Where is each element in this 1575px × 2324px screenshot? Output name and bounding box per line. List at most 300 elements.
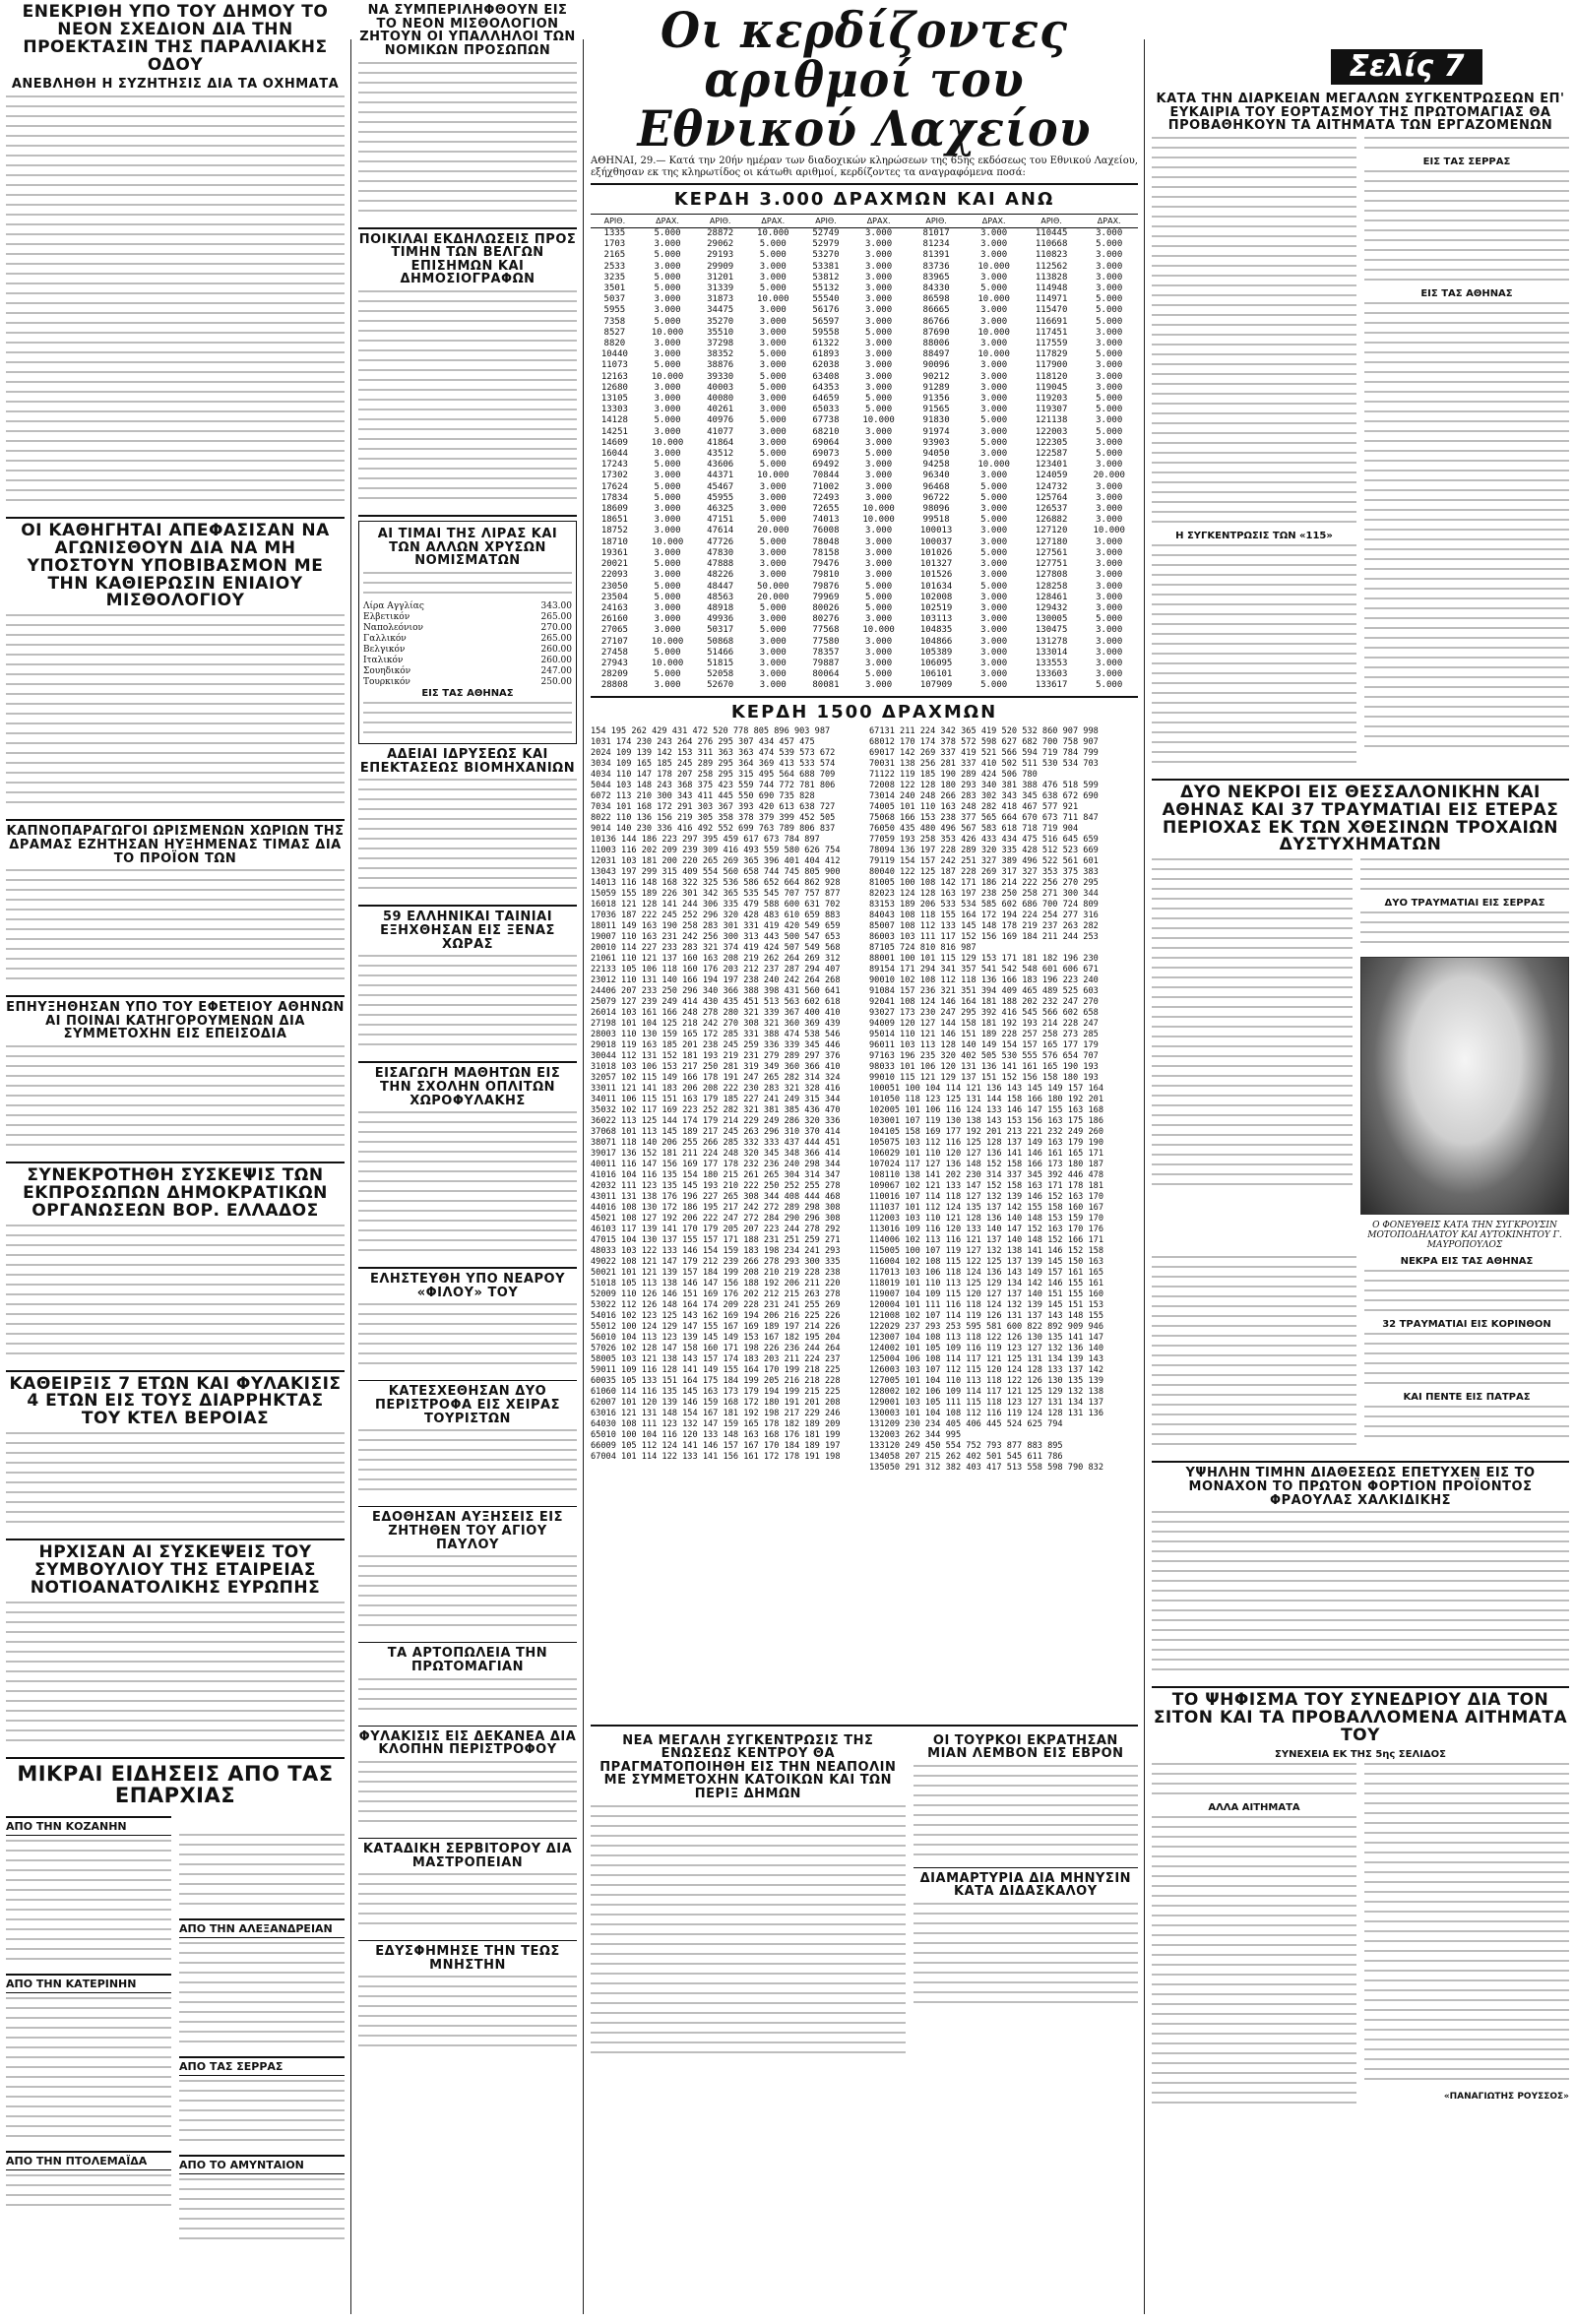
prize-cell: 18651 — [600, 515, 628, 526]
prize-cell: 5.000 — [865, 327, 893, 338]
prize-cell: 78048 — [812, 536, 840, 547]
section-label: ΝΕΚΡΑ ΕΙΣ ΤΑΣ ΑΘΗΝΑΣ — [1400, 1256, 1534, 1268]
prize-cell: 81234 — [922, 239, 950, 250]
prize-cell: 96722 — [922, 492, 950, 503]
prize-cell: 3.000 — [980, 471, 1008, 481]
prize-row — [591, 614, 1138, 625]
prize-cell: 5.000 — [759, 371, 787, 382]
prize-cell: 3.000 — [654, 239, 681, 250]
prize-row — [591, 262, 1138, 273]
article-body — [591, 1805, 906, 2061]
section-katerini: ΑΠΟ ΤΗΝ ΚΑΤΕΡΙΝΗΝ — [6, 1974, 171, 1993]
prize-cell: 20.000 — [757, 592, 789, 602]
heading-1500: ΚΕΡΔΗ 1500 ΔΡΑΧΜΩΝ — [730, 701, 998, 722]
prize-cell: 5.000 — [759, 349, 787, 360]
number-row: 86003 103 111 117 152 156 169 184 211 244 253 — [869, 931, 1099, 942]
number-row: 70031 138 256 281 337 410 502 511 530 534 703 — [869, 758, 1099, 769]
prize-cell: 81391 — [922, 250, 950, 261]
prize-row — [591, 493, 1138, 504]
article-bakeries — [358, 1647, 577, 1717]
coin-name: Σουηδικόν — [363, 666, 411, 677]
headline: ΜΙΚΡΑΙ ΕΙΔΗΣΕΙΣ ΑΠΟ ΤΑΣ ΕΠΑΡΧΙΑΣ — [17, 1761, 334, 1807]
number-row: 4034 110 147 178 207 258 295 315 495 564 688 709 — [591, 769, 836, 780]
prize-cell: 3.000 — [654, 382, 681, 393]
headline: ΥΨΗΛΗΝ ΤΙΜΗΝ ΔΙΑΘΕΣΕΩΣ ΕΠΕΤΥΧΕΝ ΕΙΣ ΤΟ ΜΟΝΑΧΟΝ ΤΟ ΠΡΩΤΟΝ ΦΟΡΤΙΟΝ ΠΡΟΪΟΝΤΟΣ ΦΡΑΟΥΛΑΣ ΧΑΛΚΙΔΙΚΗΣ — [1185, 1466, 1536, 1508]
number-row: 8022 110 136 156 219 305 358 378 379 399 452 505 — [591, 812, 836, 823]
prize-cell: 5.000 — [865, 405, 893, 415]
number-row: 46103 117 139 141 170 179 205 207 223 244 278 292 — [591, 1224, 841, 1234]
prize-cell: 3.000 — [759, 426, 787, 437]
prize-cell: 53812 — [812, 272, 840, 283]
article-teachers — [6, 523, 345, 811]
prize-cell: 3.000 — [980, 316, 1008, 327]
prize-cell: 83965 — [922, 272, 950, 283]
prize-cell: 104835 — [919, 625, 953, 636]
prize-cell: 3.000 — [1096, 592, 1123, 602]
prize-cell: 3.000 — [654, 261, 681, 272]
prize-cell: 3.000 — [1096, 250, 1123, 261]
number-row: 114006 102 113 116 121 137 140 148 152 166 171 — [869, 1234, 1103, 1245]
article-robbery — [358, 1273, 577, 1372]
prize-cell: 3.000 — [865, 636, 893, 647]
prize-cell: 3.000 — [1096, 581, 1123, 592]
prize-cell: 86766 — [922, 316, 950, 327]
prize-cell: 114971 — [1035, 294, 1068, 305]
prize-cell: 5.000 — [980, 283, 1008, 294]
prize-cell: 5.000 — [759, 250, 787, 261]
prize-cell: 3.000 — [865, 283, 893, 294]
article-body — [1364, 170, 1569, 288]
prize-cell: 78158 — [812, 547, 840, 558]
number-row: 36022 113 125 144 174 179 214 229 249 286 320 336 — [591, 1115, 841, 1126]
author-signature: «ΠΑΝΑΓΙΩΤΗΣ ΡΟΥΣΣΟΣ» — [1443, 2091, 1569, 2102]
prize-cell: 127751 — [1035, 559, 1068, 570]
number-row: 33011 121 141 183 206 208 222 230 283 321 328 416 — [591, 1083, 841, 1094]
prize-cell: 52058 — [707, 669, 734, 680]
lottery-section — [585, 0, 1144, 2324]
number-row: 116004 102 108 115 122 125 137 139 145 150 163 — [869, 1256, 1103, 1267]
prize-cell: 133617 — [1035, 680, 1068, 691]
prize-cell: 3.000 — [654, 394, 681, 405]
prize-cell: 65033 — [812, 405, 840, 415]
prize-cell: 3.000 — [865, 526, 893, 536]
prize-cell: 17302 — [600, 471, 628, 481]
prize-row — [591, 504, 1138, 515]
headline: ΤΑ ΑΡΤΟΠΩΛΕΙΑ ΤΗΝ ΠΡΩΤΟΜΑΓΙΑΝ — [387, 1646, 548, 1674]
prize-cell: 94258 — [922, 460, 950, 471]
prize-cell: 44371 — [707, 471, 734, 481]
prize-cell: 22093 — [600, 570, 628, 581]
prize-cell: 52749 — [812, 228, 840, 238]
prize-cell: 40976 — [707, 415, 734, 426]
prize-cell: 3.000 — [865, 261, 893, 272]
article-body — [6, 1602, 345, 1749]
prize-cell: 55540 — [812, 294, 840, 305]
prize-row — [591, 570, 1138, 581]
prize-row — [591, 427, 1138, 438]
prize-cell: 5.000 — [980, 492, 1008, 503]
prize-cell: 5.000 — [654, 581, 681, 592]
number-row: 119007 104 109 115 120 127 137 140 151 155 160 — [869, 1288, 1103, 1299]
article-body — [358, 1976, 577, 2054]
prize-cell: 26160 — [600, 614, 628, 625]
number-row: 132003 262 344 995 — [869, 1429, 962, 1440]
number-row: 88001 100 101 115 129 153 171 181 182 196 230 — [869, 953, 1099, 964]
prize-cell: 69073 — [812, 449, 840, 460]
prize-cell: 1335 — [603, 228, 626, 238]
headline: ΔΥΟ ΝΕΚΡΟΙ ΕΙΣ ΘΕΣΣΑΛΟΝΙΚΗΝ ΚΑΙ ΑΘΗΝΑΣ ΚΑΙ 37 ΤΡΑΥΜΑΤΙΑΙ ΕΙΣ ΕΤΕΡΑΣ ΠΕΡΙΟΧΑΣ ΕΚ ΤΩΝ ΧΘΕΣΙΝΩΝ ΤΡΟΧΑΙΩΝ ΔΥΣΤΥΧΗΜΑΤΩΝ — [1162, 782, 1559, 855]
prize-cell: 102519 — [919, 602, 953, 613]
price-row — [363, 634, 572, 645]
prize-cell: 39330 — [707, 371, 734, 382]
prize-cell: 3.000 — [980, 647, 1008, 658]
prize-row — [591, 625, 1138, 636]
prize-cell: 3.000 — [980, 625, 1008, 636]
prize-cell: 3.000 — [759, 547, 787, 558]
article-body — [358, 1429, 577, 1498]
article-industry-permits — [358, 748, 577, 897]
headline: ΕΙΣΑΓΩΓΗ ΜΑΘΗΤΩΝ ΕΙΣ ΤΗΝ ΣΧΟΛΗΝ ΟΠΛΙΤΩΝ ΧΩΡΟΦΥΛΑΚΗΣ — [374, 1066, 561, 1108]
article-revolvers — [358, 1385, 577, 1498]
prize-row — [591, 349, 1138, 360]
prize-cell: 3.000 — [654, 602, 681, 613]
prize-cell: 27458 — [600, 647, 628, 658]
prize-cell: 35510 — [707, 327, 734, 338]
prize-cell: 5.000 — [759, 460, 787, 471]
prize-cell: 5.000 — [980, 515, 1008, 526]
prize-cell: 5955 — [603, 305, 626, 316]
prize-cell: 5.000 — [654, 316, 681, 327]
prize-cell: 5.000 — [759, 239, 787, 250]
prize-cell: 11073 — [600, 360, 628, 371]
prize-row — [591, 680, 1138, 691]
prize-cell: 10.000 — [862, 625, 895, 636]
coin-price: 250.00 — [540, 677, 572, 688]
prize-cell: 3.000 — [1096, 547, 1123, 558]
prize-cell: 3.000 — [759, 492, 787, 503]
prize-cell: 79876 — [812, 581, 840, 592]
number-row: 107024 117 127 136 148 152 158 166 173 180 187 — [869, 1159, 1103, 1169]
prize-cell: 5.000 — [980, 547, 1008, 558]
prize-row — [591, 328, 1138, 339]
number-row: 106029 101 110 120 127 136 141 146 161 165 171 — [869, 1148, 1103, 1159]
article-body — [914, 1903, 1138, 2011]
prize-table-header: ΔΡΑΧ. — [1080, 215, 1138, 228]
prize-cell: 47614 — [707, 526, 734, 536]
prize-cell: 3.000 — [980, 305, 1008, 316]
number-row: 9014 140 230 336 416 492 552 699 763 789 806 837 — [591, 823, 836, 834]
number-row: 1031 174 230 243 264 276 295 307 434 457 475 — [591, 736, 815, 747]
article-waiter — [358, 1843, 577, 1932]
article-body — [358, 1111, 577, 1259]
number-row: 3034 109 165 185 245 289 295 364 369 413 533 574 — [591, 758, 836, 769]
section-label: ΕΙΣ ΤΑΣ ΣΕΡΡΑΣ — [1422, 156, 1511, 167]
coin-price: 260.00 — [540, 645, 572, 656]
prize-cell: 47888 — [707, 559, 734, 570]
article-body — [179, 1834, 345, 1913]
number-row: 85007 108 112 133 145 148 178 219 237 263 282 — [869, 920, 1099, 931]
prize-cell: 83736 — [922, 261, 950, 272]
prize-cell: 5.000 — [1096, 394, 1123, 405]
prize-cell: 91830 — [922, 415, 950, 426]
number-row: 110016 107 114 118 127 132 139 146 152 163 170 — [869, 1191, 1103, 1202]
coin-price: 265.00 — [540, 612, 572, 623]
section-ptolemaida: ΑΠΟ ΤΗΝ ΠΤΟΛΕΜΑΪΔΑ — [6, 2151, 171, 2170]
number-row: 13043 197 299 315 409 554 560 658 744 745 805 900 — [591, 866, 841, 877]
prize-cell: 3.000 — [1096, 504, 1123, 515]
prize-table-header: ΑΡΙΘ. — [591, 215, 639, 228]
prize-cell: 3.000 — [865, 250, 893, 261]
headline: ΚΑΤΕΣΧΕΘΗΣΑΝ ΔΥΟ ΠΕΡΙΣΤΡΟΦΑ ΕΙΣ ΧΕΙΡΑΣ ΤΟΥΡΙΣΤΩΝ — [375, 1384, 560, 1426]
number-row: 30044 112 131 152 181 193 219 231 279 289 297 376 — [591, 1050, 841, 1061]
prize-cell: 12680 — [600, 382, 628, 393]
article-teacher-complaint — [914, 1872, 1138, 2011]
prize-cell: 5.000 — [759, 602, 787, 613]
prize-cell: 50317 — [707, 625, 734, 636]
prize-cell: 3.000 — [759, 405, 787, 415]
prize-cell: 5.000 — [980, 680, 1008, 691]
prize-cell: 5.000 — [759, 382, 787, 393]
number-row: 112003 103 110 121 128 136 140 148 153 159 170 — [869, 1213, 1103, 1224]
prize-cell: 29193 — [707, 250, 734, 261]
prize-cell: 20021 — [600, 559, 628, 570]
subheadline: ΑΝΕΒΛΗΘΗ Η ΣΥΖΗΤΗΣΙΣ ΔΙΑ ΤΑ ΟΧΗΜΑΤΑ — [11, 77, 340, 93]
article-evros — [914, 1734, 1138, 1863]
prize-cell: 10.000 — [862, 415, 895, 426]
prize-cell: 128461 — [1035, 592, 1068, 602]
prize-cell: 48447 — [707, 581, 734, 592]
prize-cell: 3.000 — [980, 426, 1008, 437]
prize-cell: 10.000 — [651, 636, 684, 647]
number-row: 25079 127 239 249 414 430 435 451 513 563 602 618 — [591, 996, 841, 1007]
prize-table-3000 — [591, 214, 1138, 692]
prize-cell: 5.000 — [1096, 294, 1123, 305]
prize-cell: 3.000 — [980, 449, 1008, 460]
article-court — [6, 1001, 345, 1154]
number-row: 90010 102 108 112 118 136 166 183 196 223 240 — [869, 974, 1099, 985]
number-row: 67004 101 114 122 133 141 156 161 172 178 191 198 — [591, 1451, 841, 1462]
section-label: ΕΙΣ ΤΑΣ ΑΘΗΝΑΣ — [421, 688, 514, 700]
number-row: 78094 136 197 228 289 320 335 428 512 523 669 — [869, 845, 1099, 855]
price-row — [363, 666, 572, 677]
prize-cell: 3.000 — [759, 305, 787, 316]
coin-name: Ιταλικόν — [363, 656, 404, 666]
number-row: 73014 240 248 266 283 302 343 345 638 672 690 — [869, 790, 1099, 801]
article-body — [914, 1765, 1138, 1863]
prize-cell: 5.000 — [865, 449, 893, 460]
prize-cell: 67738 — [812, 415, 840, 426]
page-number-badge: Σελίς 7 — [1331, 49, 1482, 85]
prize-cell: 5.000 — [1096, 349, 1123, 360]
prize-cell: 3.000 — [865, 471, 893, 481]
number-row: 60035 105 133 151 164 175 184 199 205 216 218 228 — [591, 1375, 841, 1386]
prize-row — [591, 415, 1138, 426]
prize-cell: 47726 — [707, 536, 734, 547]
number-row: 24406 207 233 250 296 340 366 388 398 431 560 641 — [591, 985, 841, 996]
prize-cell: 99518 — [922, 515, 950, 526]
number-row: 27198 101 104 125 218 242 270 308 321 360 369 439 — [591, 1018, 841, 1029]
article-body — [1364, 1406, 1569, 1445]
prize-cell: 101634 — [919, 581, 953, 592]
article-democratic-orgs — [6, 1167, 345, 1362]
prize-cell: 80276 — [812, 614, 840, 625]
prize-cell: 50868 — [707, 636, 734, 647]
prize-cell: 20.000 — [1093, 471, 1125, 481]
prize-cell: 5037 — [603, 294, 626, 305]
number-row: 111037 101 112 124 135 137 142 155 158 160 167 — [869, 1202, 1103, 1213]
prize-cell: 68210 — [812, 426, 840, 437]
number-row: 21061 110 121 137 160 163 208 219 262 264 269 312 — [591, 953, 841, 964]
prize-cell: 106095 — [919, 658, 953, 668]
prize-cell: 3.000 — [865, 426, 893, 437]
prize-cell: 5.000 — [759, 415, 787, 426]
prize-cell: 3.000 — [980, 658, 1008, 668]
prize-cell: 3.000 — [1096, 228, 1123, 238]
prize-cell: 3.000 — [1096, 515, 1123, 526]
article-body — [358, 955, 577, 1053]
prize-cell: 3.000 — [759, 658, 787, 668]
prize-cell: 3.000 — [759, 570, 787, 581]
number-row: 102005 101 106 116 124 133 146 147 155 163 168 — [869, 1104, 1103, 1115]
column-second — [352, 0, 583, 2324]
number-row: 120004 101 111 116 118 124 132 139 145 151 153 — [869, 1299, 1103, 1310]
prize-cell: 3.000 — [759, 360, 787, 371]
prize-cell: 5.000 — [1096, 426, 1123, 437]
prize-cell: 3.000 — [980, 526, 1008, 536]
number-row: 81005 100 108 142 171 186 214 222 256 270 295 — [869, 877, 1099, 888]
section-kozani: ΑΠΟ ΤΗΝ ΚΟΖΑΝΗΝ — [6, 1816, 171, 1836]
prize-cell: 34475 — [707, 305, 734, 316]
prize-cell: 3.000 — [654, 515, 681, 526]
prize-cell: 3.000 — [980, 394, 1008, 405]
lottery-intro: ΑΘΗΝΑΙ, 29.— Κατά την 20ήν ημέραν των διαδοχικών κληρώσεων της 65ης εκδόσεως του Εθνικού Λαχείου, εξήχθησαν εκ της κληρωτίδος οι κάτωθι αριθμοί, κερδίζοντες τα αναγραφόμενα ποσά: — [591, 156, 1138, 178]
prize-cell: 3.000 — [1096, 481, 1123, 492]
prize-cell: 3.000 — [1096, 536, 1123, 547]
prize-cell: 41077 — [707, 426, 734, 437]
number-row: 7034 101 168 172 291 303 367 393 420 613 638 727 — [591, 801, 836, 812]
prize-cell: 28808 — [600, 680, 628, 691]
prize-cell: 3.000 — [865, 460, 893, 471]
prize-cell: 40003 — [707, 382, 734, 393]
prize-cell: 107909 — [919, 680, 953, 691]
prize-cell: 3501 — [603, 283, 626, 294]
article-body — [358, 1873, 577, 1932]
prize-cell: 12163 — [600, 371, 628, 382]
prize-row — [591, 669, 1138, 680]
article-body — [358, 1678, 577, 1718]
number-row: 67131 211 224 342 365 419 520 532 860 907 998 — [869, 725, 1099, 736]
prize-cell: 3235 — [603, 272, 626, 283]
prize-cell: 3.000 — [1096, 437, 1123, 448]
prize-cell: 91289 — [922, 382, 950, 393]
prize-cell: 3.000 — [1096, 636, 1123, 647]
article-body — [1364, 137, 1569, 157]
prize-cell: 3.000 — [654, 426, 681, 437]
article-body — [179, 2178, 345, 2247]
prize-cell: 119307 — [1035, 405, 1068, 415]
prize-cell: 8527 — [603, 327, 626, 338]
prize-cell: 31339 — [707, 283, 734, 294]
prize-cell: 116691 — [1035, 316, 1068, 327]
prize-row — [591, 372, 1138, 383]
headline: ΕΔΥΣΦΗΜΗΣΕ ΤΗΝ ΤΕΩΣ ΜΝΗΣΤΗΝ — [375, 1944, 560, 1973]
heading-3000: ΚΕΡΔΗ 3.000 ΔΡΑΧΜΩΝ ΚΑΙ ΑΝΩ — [673, 189, 1055, 210]
number-row: 104105 158 169 177 192 201 213 221 232 249 260 — [869, 1126, 1103, 1137]
article-accidents — [1152, 782, 1569, 1453]
prize-cell: 72493 — [812, 492, 840, 503]
prize-cell: 103113 — [919, 614, 953, 625]
prize-cell: 2533 — [603, 261, 626, 272]
prize-cell: 91356 — [922, 394, 950, 405]
column-rule — [583, 39, 584, 2314]
section-label: ΕΙΣ ΤΑΣ ΑΘΗΝΑΣ — [1420, 287, 1513, 299]
coin-price: 343.00 — [540, 601, 572, 612]
prize-cell: 5.000 — [980, 581, 1008, 592]
prize-row — [591, 637, 1138, 648]
number-row: 61060 114 116 135 145 163 173 179 194 199 215 225 — [591, 1386, 841, 1397]
article-legal-entities — [358, 4, 577, 220]
prize-cell: 29909 — [707, 261, 734, 272]
prize-cell: 113828 — [1035, 272, 1068, 283]
number-row: 83153 189 206 533 534 585 602 686 700 724 809 — [869, 899, 1099, 910]
headline: ΝΕΑ ΜΕΓΑΛΗ ΣΥΓΚΕΝΤΡΩΣΙΣ ΤΗΣ ΕΝΩΣΕΩΣ ΚΕΝΤΡΟΥ ΘΑ ΠΡΑΓΜΑΤΟΠΟΙΗΘΗ ΕΙΣ ΤΗΝ ΝΕΑΠΟΛΙΝ ΜΕ ΣΥΜΜΕΤΟΧΗΝ ΚΑΤΟΙΚΩΝ ΚΑΙ ΤΩΝ ΠΕΡΙΞ ΔΗΜΩΝ — [599, 1732, 897, 1802]
section-label: ΔΥΟ ΤΡΑΥΜΑΤΙΑΙ ΕΙΣ ΣΕΡΡΑΣ — [1384, 898, 1545, 910]
prize-cell: 69492 — [812, 460, 840, 471]
prize-cell: 13303 — [600, 405, 628, 415]
number-row: 71122 119 185 190 289 424 506 780 — [869, 769, 1038, 780]
prize-cell: 114948 — [1035, 283, 1068, 294]
prize-cell: 38876 — [707, 360, 734, 371]
prize-cell: 3.000 — [980, 536, 1008, 547]
prize-row — [591, 383, 1138, 394]
number-row: 92041 108 124 146 164 181 188 202 232 247 270 — [869, 996, 1099, 1007]
prize-cell: 79887 — [812, 658, 840, 668]
prize-cell: 3.000 — [980, 559, 1008, 570]
number-row: 66009 105 112 124 141 146 157 167 170 184 189 197 — [591, 1440, 841, 1451]
prize-cell: 3.000 — [654, 339, 681, 349]
prize-row — [591, 239, 1138, 250]
prize-table-header: ΑΡΙΘ. — [696, 215, 744, 228]
prize-cell: 19361 — [600, 547, 628, 558]
number-row: 96011 103 113 128 140 149 154 157 165 177 179 — [869, 1039, 1099, 1050]
prize-cell: 117900 — [1035, 360, 1068, 371]
prize-cell: 3.000 — [865, 492, 893, 503]
prize-cell: 3.000 — [980, 371, 1008, 382]
number-row: 12031 103 181 200 220 265 269 365 396 401 404 412 — [591, 855, 841, 866]
number-row: 91084 157 236 321 351 394 409 465 489 525 603 — [869, 985, 1099, 996]
number-row: 87105 724 810 816 987 — [869, 942, 976, 953]
prize-cell: 3.000 — [759, 272, 787, 283]
headline: ΝΑ ΣΥΜΠΕΡΙΛΗΦΘΟΥΝ ΕΙΣ ΤΟ ΝΕΟΝ ΜΙΣΘΟΛΟΓΙΟΝ ΖΗΤΟΥΝ ΟΙ ΥΠΑΛΛΗΛΟΙ ΤΩΝ ΝΟΜΙΚΩΝ ΠΡΟΣΩΠΩΝ — [359, 3, 576, 58]
prize-cell: 10.000 — [977, 349, 1010, 360]
prize-cell: 37298 — [707, 339, 734, 349]
numbers-1500-right — [869, 726, 1138, 1721]
prize-cell: 127561 — [1035, 547, 1068, 558]
number-row: 65010 100 104 116 120 133 148 163 168 176 181 199 — [591, 1429, 841, 1440]
prize-cell: 5.000 — [759, 625, 787, 636]
prize-cell: 3.000 — [865, 536, 893, 547]
prize-cell: 45467 — [707, 481, 734, 492]
prize-cell: 14251 — [600, 426, 628, 437]
prize-cell: 23504 — [600, 592, 628, 602]
number-row: 69017 142 269 337 419 521 566 594 719 784 799 — [869, 747, 1099, 758]
prize-cell: 5.000 — [654, 228, 681, 238]
prize-cell: 10440 — [600, 349, 628, 360]
prize-cell: 3.000 — [865, 559, 893, 570]
article-wheat-congress — [1152, 1692, 1569, 2111]
prize-cell: 101327 — [919, 559, 953, 570]
prize-table-header: ΑΡΙΘ. — [908, 215, 966, 228]
